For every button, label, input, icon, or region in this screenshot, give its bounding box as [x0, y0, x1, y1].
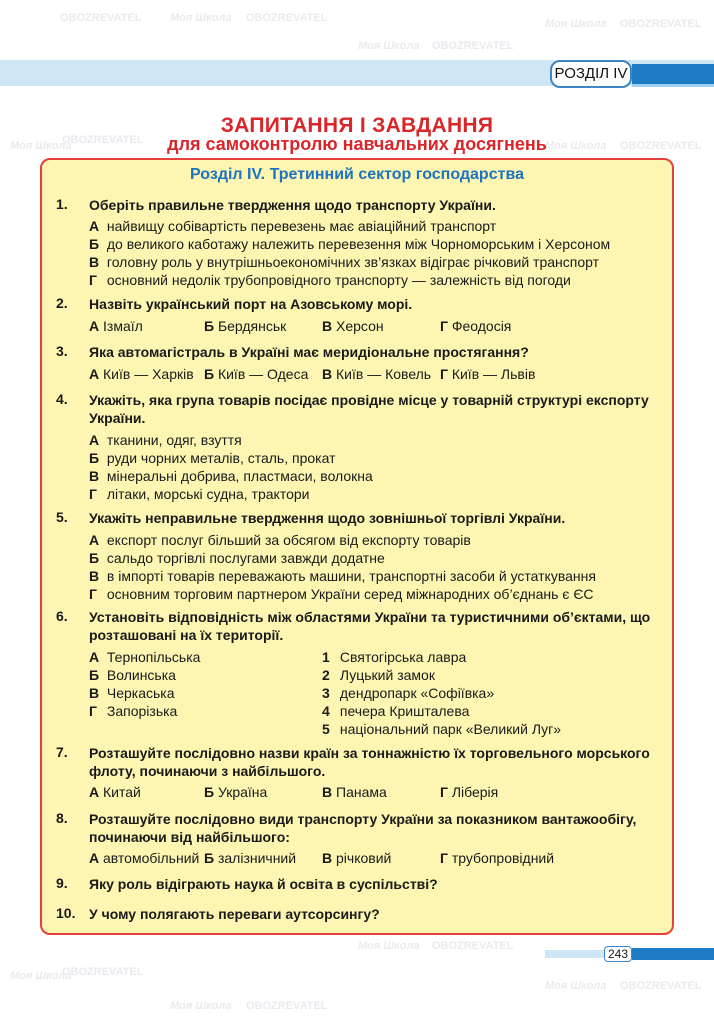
watermark-school: Моя Школа [545, 980, 607, 992]
answer-option: Г основним торговим партнером України серед міжнародних об’єднань є ЄС [89, 586, 594, 602]
answer-option: В Київ — Ковель [322, 366, 432, 382]
question-text: Оберіть правильне твердження щодо транспорту України. [89, 197, 496, 213]
answer-option: В Панама [322, 784, 387, 800]
watermark-brand: OBOZREVATEL [620, 980, 702, 992]
watermark-brand: OBOZREVATEL [60, 12, 142, 24]
match-right-item: 3 дендропарк «Софіївка» [322, 685, 495, 701]
question-number: 10. [56, 905, 76, 921]
question-text: Розташуйте послідовно назви країн за тоннажністю їх торговельного морського флоту, починаючи з найбільшого. [89, 745, 650, 779]
header-stripe [632, 64, 714, 84]
match-right-item: 5 національний парк «Великий Луг» [322, 721, 562, 737]
question-number: 7. [56, 744, 68, 760]
watermark-school: Моя Школа [545, 140, 607, 152]
watermark-brand: OBOZREVATEL [432, 940, 514, 952]
question-number: 2. [56, 295, 68, 311]
question-text: Назвіть український порт на Азовському морі. [89, 296, 413, 312]
watermark-brand: OBOZREVATEL [620, 140, 702, 152]
question-text: Яку роль відіграють наука й освіта в суспільстві? [89, 876, 438, 892]
question-number: 9. [56, 875, 68, 891]
answer-option: Б руди чорних металів, сталь, прокат [89, 450, 336, 466]
answer-option: Б до великого каботажу належить перевезення між Чорноморським і Херсоном [89, 236, 611, 252]
question-number: 6. [56, 608, 68, 624]
watermark-brand: OBOZREVATEL [62, 966, 144, 978]
watermark-brand: OBOZREVATEL [432, 40, 514, 52]
watermark-school: Моя Школа [358, 940, 420, 952]
answer-option: В річковий [322, 850, 392, 866]
answer-option: А Китай [89, 784, 141, 800]
page-title: ЗАПИТАННЯ І ЗАВДАННЯ [220, 114, 494, 137]
watermark-school: Моя Школа [170, 12, 232, 24]
page-number: 243 [604, 946, 632, 962]
match-right-item: 2 Луцький замок [322, 667, 435, 683]
match-left-item: Г Запорізька [89, 703, 178, 719]
answer-option: В мінеральні добрива, пластмаси, волокна [89, 468, 373, 484]
answer-option: Б Бердянськ [204, 318, 287, 334]
box-heading: Розділ IV. Третинний сектор господарства [190, 166, 524, 183]
answer-option: А Київ — Харків [89, 366, 194, 382]
watermark-school: Моя Школа [545, 18, 607, 30]
match-left-item: А Тернопільська [89, 649, 201, 665]
question-number: 3. [56, 343, 68, 359]
watermark-school: Моя Школа [10, 970, 72, 982]
question-number: 8. [56, 810, 68, 826]
answer-option: Б Україна [204, 784, 268, 800]
answer-option: Б залізничний [204, 850, 297, 866]
header-stripe-light [632, 84, 714, 87]
watermark-school: Моя Школа [358, 40, 420, 52]
watermark-brand: OBOZREVATEL [246, 1000, 328, 1012]
answer-option: Г трубопровідний [440, 850, 555, 866]
answer-option: В в імпорті товарів переважають машини, транспортні засоби й устаткування [89, 568, 596, 584]
match-left-item: Б Волинська [89, 667, 176, 683]
answer-option: А Ізмаїл [89, 318, 143, 334]
answer-option: Г Київ — Львів [440, 366, 536, 382]
watermark-school: Моя Школа [170, 1000, 232, 1012]
watermark-school: Моя Школа [10, 140, 72, 152]
answer-option: Г літаки, морські судна, трактори [89, 486, 310, 502]
answer-option: Б сальдо торгівлі послугами завжди додатне [89, 550, 385, 566]
footer-stripe [632, 948, 714, 960]
question-text: Яка автомагістраль в Україні має меридіональне простягання? [89, 344, 529, 360]
match-right-item: 4 печера Кришталева [322, 703, 470, 719]
watermark-brand: OBOZREVATEL [62, 134, 144, 146]
question-text: Розташуйте послідовно види транспорту України за показником вантажообігу, починаючи від найбільшого: [89, 811, 637, 845]
match-left-item: В Черкаська [89, 685, 175, 701]
page-subtitle: для самоконтролю навчальних досягнень [167, 134, 547, 154]
question-text: У чому полягають переваги аутсорсингу? [89, 906, 380, 922]
answer-option: А найвищу собівартість перевезень має авіаційний транспорт [89, 218, 497, 234]
question-text: Укажіть, яка група товарів посідає провідне місце у товарній структурі експорту України. [89, 392, 649, 426]
question-number: 1. [56, 196, 68, 212]
answer-option: А експорт послуг більший за обсягом від експорту товарів [89, 532, 471, 548]
answer-option: Г Феодосія [440, 318, 512, 334]
questions-box [40, 158, 674, 935]
watermark-brand: OBOZREVATEL [620, 18, 702, 30]
answer-option: Г Ліберія [440, 784, 499, 800]
answer-option: А автомобільний [89, 850, 200, 866]
answer-option: А тканини, одяг, взуття [89, 432, 242, 448]
question-number: 4. [56, 391, 68, 407]
section-tab: РОЗДІЛ IV [550, 60, 632, 88]
match-right-item: 1 Святогірська лавра [322, 649, 467, 665]
answer-option: В Херсон [322, 318, 384, 334]
watermark-brand: OBOZREVATEL [246, 12, 328, 24]
answer-option: В головну роль у внутрішньоекономічних зв’язках відіграє річковий транспорт [89, 254, 600, 270]
answer-option: Б Київ — Одеса [204, 366, 309, 382]
question-text: Установіть відповідність між областями України та туристичними об’єктами, що розташовані на їх території. [89, 609, 651, 643]
answer-option: Г основний недолік трубопровідного транспорту — залежність від погоди [89, 272, 571, 288]
question-number: 5. [56, 509, 68, 525]
question-text: Укажіть неправильне твердження щодо зовнішньої торгівлі України. [89, 510, 566, 526]
